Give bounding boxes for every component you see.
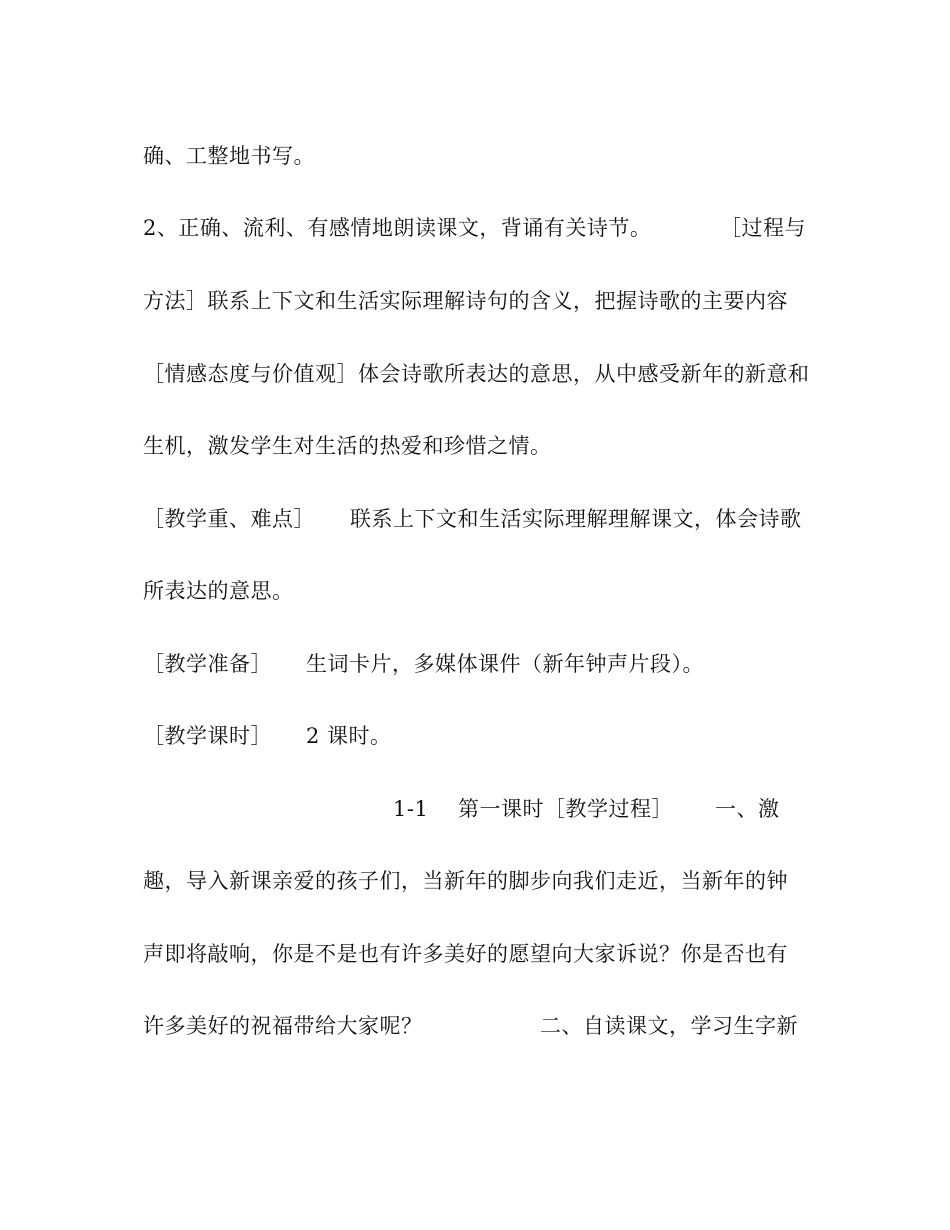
text-segment: ［教学重、难点］ <box>143 507 315 531</box>
text-segment: 2、正确、流利、有感情地朗读课文，背诵有关诗节。 <box>143 216 652 240</box>
text-line <box>143 646 704 682</box>
text-segment: 生词卡片，多媒体课件（新年钟声片段）。 <box>306 652 704 676</box>
text-segment: 一、激 <box>715 797 780 821</box>
text-line <box>143 428 552 464</box>
text-line <box>143 210 806 246</box>
text-segment: 声即将敲响，你是不是也有许多美好的愿望向大家诉说？你是否也有 <box>143 942 788 966</box>
text-line <box>143 501 802 537</box>
text-line <box>143 573 294 609</box>
text-segment: 联系上下文和生活实际理解理解课文，体会诗歌 <box>350 507 802 531</box>
text-segment: 2 课时。 <box>306 724 392 748</box>
text-line <box>143 936 788 972</box>
text-line <box>143 863 788 899</box>
text-segment: 第一课时［教学过程］ <box>458 797 673 821</box>
text-segment: 二、自读课文，学习生字新 <box>540 1014 798 1038</box>
text-segment: 方法］联系上下文和生活实际理解诗句的含义，把握诗歌的主要内容 <box>143 289 788 313</box>
text-line <box>143 718 392 754</box>
text-line <box>143 138 315 174</box>
text-segment: 许多美好的祝福带给大家呢？ <box>143 1014 423 1038</box>
text-line <box>143 791 780 827</box>
text-line <box>143 283 788 319</box>
text-segment: 趣，导入新课亲爱的孩子们，当新年的脚步向我们走近，当新年的钟 <box>143 869 788 893</box>
text-segment: ［教学课时］ <box>143 724 272 748</box>
text-line <box>143 356 810 392</box>
text-segment: ［情感态度与价值观］体会诗歌所表达的意思，从中感受新年的新意和 <box>143 362 810 386</box>
text-segment: 确、工整地书写。 <box>143 144 315 168</box>
text-segment: 生机，激发学生对生活的热爱和珍惜之情。 <box>143 434 552 458</box>
text-segment: 所表达的意思。 <box>143 579 294 603</box>
text-segment: ［教学准备］ <box>143 652 272 676</box>
text-segment: ［过程与 <box>720 216 806 240</box>
text-line <box>143 1008 798 1044</box>
text-segment: 1-1 <box>393 797 429 821</box>
